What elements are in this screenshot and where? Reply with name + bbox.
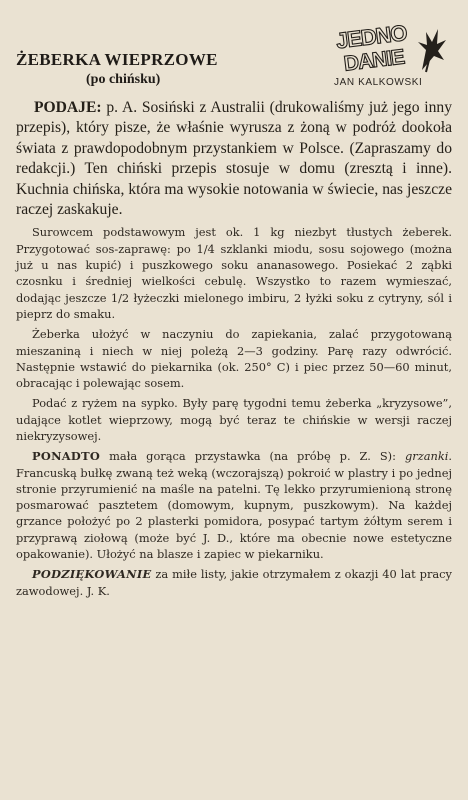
- recipe-paragraph-3: Podać z ryżem na sypko. Były parę tygodni temu żeberka „kryzysowe”, udające kotlet wieprzowy, mogą być teraz te chińskie w wersji raczej niekryzysowej.: [16, 396, 452, 443]
- ponadto-text: . Francuską bułkę zwaną też weką (wczorajszą) pokroić w plastry i po jednej stronie przyrumienić na maśle na patelni. Tę lekko przyrumienioną stronę posmarować pasztetem (domowym, kupnym, puszkowym). Na każdej grzance położyć po 2 plasterki pomidora, posypać tartym żółtym serem i przyprawą ziołową (może być J. D., które ma obecnie nowe estetyczne opakowanie). Ułożyć na blasze i zapiec w piekarniku.: [16, 449, 452, 562]
- column-logo: [334, 20, 448, 88]
- author-name: JAN KALKOWSKI: [334, 77, 423, 88]
- recipe-paragraph-2: Żeberka ułożyć w naczyniu do zapiekania, zalać przygotowaną mieszaniną i niech w niej poleżą 2—3 godziny. Parę razy odwrócić. Następnie wstawić do piekarnika (ok. 250° C) i piec przez 50—60 minut, obracając i polewając sosem.: [16, 327, 452, 391]
- article-header: [16, 20, 452, 90]
- leaf-icon: [418, 29, 446, 72]
- ponadto-paragraph: [16, 448, 452, 562]
- article-title: ŻEBERKA WIEPRZOWE: [16, 50, 218, 69]
- article-subtitle: (po chińsku): [86, 72, 161, 87]
- ponadto-intro: mała gorąca przystawka (na próbę p. Z. S):: [100, 449, 405, 464]
- thanks-label: PODZIĘKOWANIE: [32, 567, 152, 582]
- lead-text: p. A. Sosiński z Australii (drukowaliśmy już jego inny przepis), który pisze, że właśnie wyrusza z żoną w podróż dookoła świata z prawdopodobnym przystankiem w Polsce. (Zapraszamy do redakcji.) Ten chiński przepis stosuje w domu (zresztą i inne). Kuchnia chińska, która ma wysokie notowania w świecie, nas jeszcze raczej zaskakuje.: [16, 99, 452, 219]
- logo-word-1: JEDNO: [334, 20, 408, 54]
- recipe-paragraph-1: Surowcem podstawowym jest ok. 1 kg niezbyt tłustych żeberek. Przygotować sos-zaprawę: po 1/4 szklanki miodu, sosu sojowego (można już u nas kupić) i puszkowego soku ananasowego. Posiekać 2 ząbki czosnku i średniej wielkości cebulę. Wszystko to razem wymieszać, dodając jeszcze 1/2 łyżeczki mielonego imbiru, 2 łyżki soku z cytryny, sól i pieprz do smaku.: [16, 225, 452, 321]
- thanks-text: za miłe listy, jakie otrzymałem z okazji 40 lat pracy zawodowej. J. K.: [16, 567, 452, 598]
- lead-label: PODAJE:: [34, 99, 102, 116]
- lead-paragraph: [16, 98, 452, 220]
- thanks-paragraph: [16, 566, 452, 599]
- logo-graphic: [334, 20, 448, 78]
- ponadto-label: PONADTO: [32, 449, 101, 464]
- logo-word-2: DANIE: [342, 45, 406, 76]
- ponadto-dish: grzanki: [404, 449, 449, 464]
